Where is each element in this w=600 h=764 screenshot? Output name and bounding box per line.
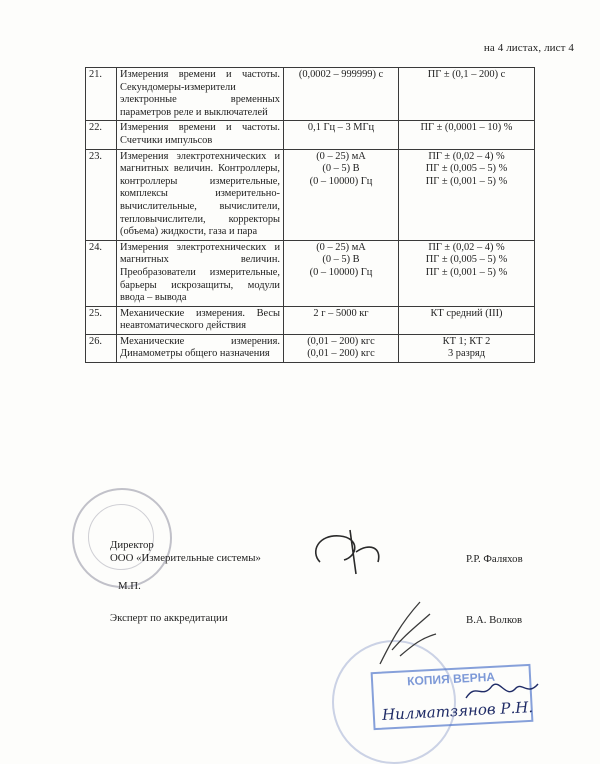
row-number: 21. — [86, 68, 117, 121]
director-title: Директор — [110, 539, 154, 551]
accuracy-line: ПГ ± (0,0001 – 10) % — [420, 122, 513, 134]
accuracy-class — [399, 121, 535, 149]
measurement-name: Измерения времени и частоты. Счетчики импульсов — [117, 121, 284, 149]
seal-label: М.П. — [118, 580, 141, 592]
table-row — [86, 240, 535, 306]
row-number: 25. — [86, 306, 117, 334]
row-number: 24. — [86, 240, 117, 306]
measurement-name: Механические измерения. Весы неавтоматического действия — [117, 306, 284, 334]
row-number: 26. — [86, 334, 117, 362]
range-line: (0 – 25) мА — [316, 241, 366, 253]
measurement-range — [284, 334, 399, 362]
accuracy-line: ПГ ± (0,02 – 4) % — [428, 150, 505, 162]
measurement-name: Измерения электротехнических и магнитных величин. Контроллеры, контроллеры измерительные, комплексы измерительно-вычислительные, вычислители, тепловычислители, корректоры (объема) жидкости, газа и пара — [117, 149, 284, 240]
range-line: 0,1 Гц – 3 МГц — [307, 122, 375, 134]
copy-stamp-handwriting: Нилматзянов Р.Н. — [381, 698, 534, 724]
range-line: (0 – 25) мА — [316, 150, 366, 162]
accuracy-class — [399, 68, 535, 121]
range-line: (0 – 10000) Гц — [309, 266, 373, 278]
accuracy-class — [399, 306, 535, 334]
table-body — [86, 68, 535, 363]
range-line: 2 г – 5000 кг — [313, 307, 369, 319]
expert-name: В.А. Волков — [466, 614, 523, 626]
accreditation-table — [85, 67, 535, 363]
measurement-name: Механические измерения. Динамометры общего назначения — [117, 334, 284, 362]
row-number: 22. — [86, 121, 117, 149]
copy-stamp-text: КОПИЯ ВЕРНА — [406, 669, 496, 689]
director-signature — [300, 522, 420, 582]
accuracy-line: 3 разряд — [448, 348, 485, 360]
measurement-range — [284, 121, 399, 149]
table-row — [86, 334, 535, 362]
accuracy-class — [399, 149, 535, 240]
range-line: (0 – 5) В — [322, 163, 360, 175]
accuracy-line: КТ 1; КТ 2 — [442, 335, 491, 347]
measurement-range — [284, 68, 399, 121]
measurement-range — [284, 240, 399, 306]
measurement-name: Измерения времени и частоты. Секундомеры-измерители электронные временных параметров реле и выключателей — [117, 68, 284, 121]
table-row — [86, 306, 535, 334]
accuracy-line: ПГ ± (0,005 – 5) % — [425, 254, 508, 266]
expert-title: Эксперт по аккредитации — [110, 612, 228, 624]
accuracy-line: ПГ ± (0,1 – 200) с — [427, 69, 506, 80]
measurement-range — [284, 306, 399, 334]
director-org: ООО «Измерительные системы» — [110, 552, 261, 564]
accuracy-class — [399, 240, 535, 306]
accuracy-line: ПГ ± (0,001 – 5) % — [425, 175, 508, 187]
range-line: (0,01 – 200) кгс — [307, 348, 375, 360]
row-number: 23. — [86, 149, 117, 240]
range-line: (0 – 5) В — [322, 254, 360, 266]
range-line: (0,01 – 200) кгс — [307, 335, 375, 347]
accuracy-line: ПГ ± (0,02 – 4) % — [428, 241, 505, 253]
table-row — [86, 68, 535, 121]
table-row — [86, 121, 535, 149]
director-name: Р.Р. Фаляхов — [466, 553, 523, 565]
measurement-range — [284, 149, 399, 240]
expert-signature — [370, 594, 450, 674]
range-line: (0,0002 – 999999) с — [298, 69, 384, 80]
range-line: (0 – 10000) Гц — [309, 175, 373, 187]
table-row — [86, 149, 535, 240]
accuracy-line: ПГ ± (0,001 – 5) % — [425, 266, 508, 278]
sheet-counter: на 4 листах, лист 4 — [483, 42, 574, 54]
accuracy-line: КТ средний (III) — [430, 307, 503, 319]
copy-stamp-signature — [462, 676, 542, 706]
accuracy-line: ПГ ± (0,005 – 5) % — [425, 163, 508, 175]
measurement-name: Измерения электротехнических и магнитных величин. Преобразователи измерительные, барьеры искрозащиты, модули ввода – вывода — [117, 240, 284, 306]
accuracy-class — [399, 334, 535, 362]
